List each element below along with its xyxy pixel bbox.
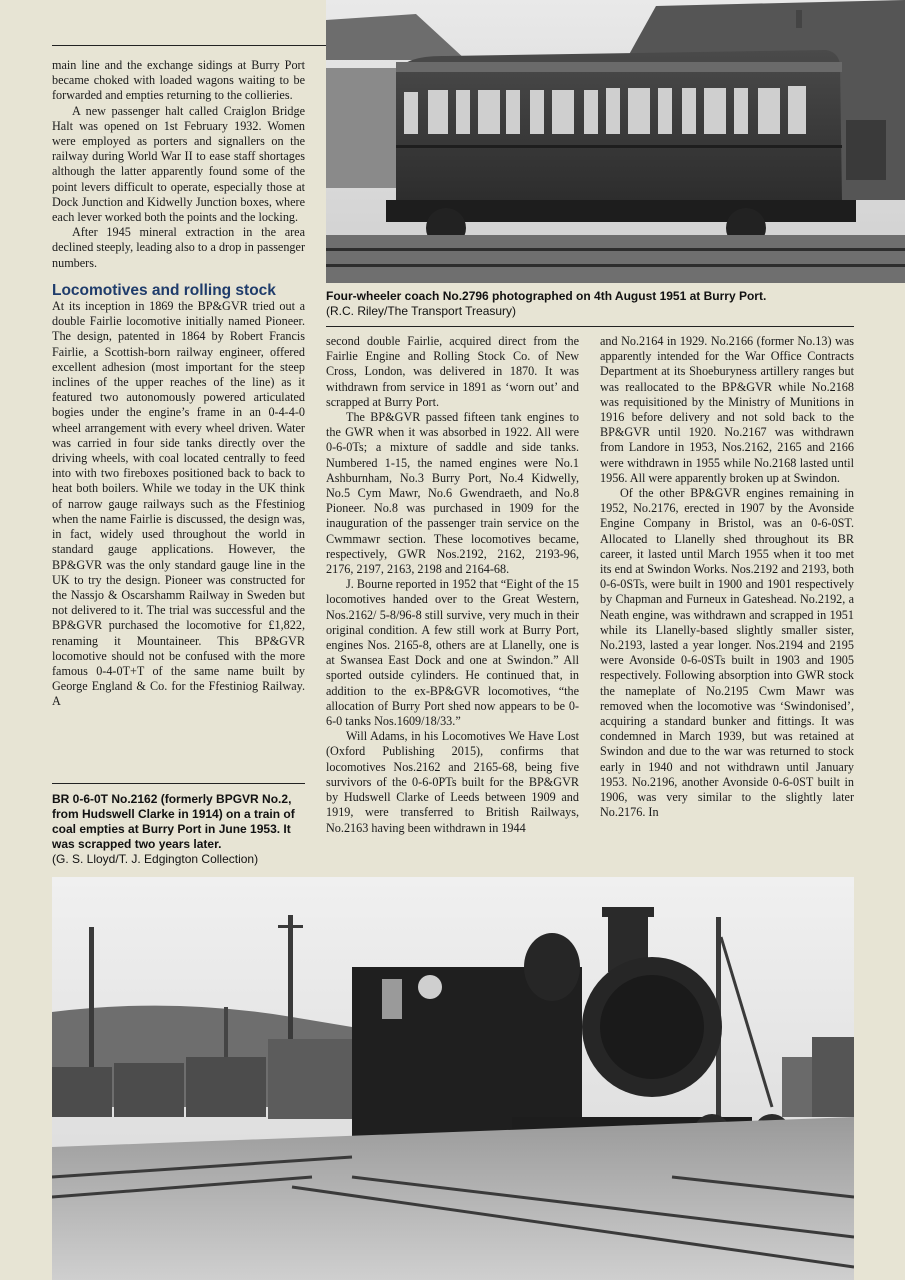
paragraph: A new passenger halt called Craiglon Bridge Halt was opened on 1st February 1932. Women were employed as porters and signallers on the railway during World War II to ease staff shortages although the latter apparently found some of the point levers difficult to operate, especially those at Dock Junction and Kidwelly Junction boxes, where each lever worked both the points and the locking. bbox=[52, 103, 305, 225]
paragraph: J. Bourne reported in 1952 that “Eight of the 15 locomotives handed over to the Great Western, Nos.2162/ 5-8/96-8 still survive, very much in their original condition. A few still work at Burry Port, engines Nos. 2165-8, others are at Llanelly, one is at Swansea East Dock and one at Swindon.” All sported outside cylinders. He continued that, in addition to the ex-BP&GVR locomotives, “the allocation of Burry Port shed now appears to be 0-6-0 tanks Nos.1609/18/33.” bbox=[326, 577, 579, 729]
locomotive-caption bbox=[52, 792, 308, 867]
paragraph: After 1945 mineral extraction in the area declined steeply, leading also to a drop in passenger numbers. bbox=[52, 225, 305, 270]
coach-photo-image bbox=[326, 0, 905, 283]
section-heading: Locomotives and rolling stock bbox=[52, 281, 276, 299]
column-left bbox=[52, 58, 305, 710]
locomotive-photo-image bbox=[52, 877, 854, 1280]
paragraph: At its inception in 1869 the BP&GVR tried out a double Fairlie locomotive initially named Pioneer. The design, patented in 1864 by Robert Francis Fairlie, a Scottish-born railway engineer, offered excellent adhesion (most important for the steep inclines of the upper reaches of the line) as it featured two autonomously powered articulated bogies under the engine’s frame in an 0-4-4-0 wheel arrangement with every wheel driven. Water was carried in four side tanks directly over the driving wheels, with coal located centrally to feed into with two fireboxes positioned back to back to heat both boilers. While we today in the UK think of narrow gauge railways such as the Ffestiniog when the name Fairlie is discussed, the design was, in fact, widely used throughout the world in standard gauge applications. However, the BP&GVR was the only standard gauge line in the UK to try the design. Pioneer was constructed for the Nassjo & Oscarshamm Railway in Sweden but not delivered to it. The trial was successful and the BP&GVR purchased the locomotive for £1,822, renaming it Mountaineer. This BP&GVR locomotive should not be confused with the more famous 0-4-0T+T of the same name built by George England & Co. for the Ffestiniog Railway. A bbox=[52, 299, 305, 709]
coach-photo bbox=[326, 0, 905, 283]
caption-credit: (G. S. Lloyd/T. J. Edgington Collection) bbox=[52, 852, 259, 866]
paragraph: main line and the exchange sidings at Burry Port became choked with loaded wagons waiting to be forwarded and empties returning to the collieries. bbox=[52, 58, 305, 103]
paragraph: and No.2164 in 1929. No.2166 (former No.13) was apparently intended for the War Office Contracts Department at its Shoeburyness artillery ranges but was reallocated to the BP&GVR while No.2168 was requisitioned by the Ministry of Munitions in 1916 before delivery and not sold back to the BP&GVR until 1920. No.2167 was withdrawn from Landore in 1953, Nos.2162, 2165 and 2166 were withdrawn in 1955 while No.2168 lasted until 1956. All were apparently broken up at Swindon. bbox=[600, 334, 854, 485]
column-middle bbox=[326, 334, 579, 836]
caption-title: BR 0-6-0T No.2162 (formerly BPGVR No.2, from Hudswell Clarke in 1914) on a train of coal empties at Burry Port in June 1953. It was scrapped two years later. bbox=[52, 792, 295, 851]
top-rule-left bbox=[52, 45, 326, 46]
rule-below-caption bbox=[326, 326, 854, 327]
rule-above-left-caption bbox=[52, 783, 305, 784]
caption-title: Four-wheeler coach No.2796 photographed on 4th August 1951 at Burry Port. bbox=[326, 289, 767, 303]
column-right bbox=[600, 334, 854, 821]
coach-caption bbox=[326, 289, 854, 319]
paragraph: Will Adams, in his Locomotives We Have Lost (Oxford Publishing 2015), confirms that locomotives Nos.2162 and 2165-68, being five survivors of the 0-6-0PTs built for the BP&GVR by Hudswell Clarke of Leeds between 1909 and 1919, were transferred to British Railways, No.2163 having been withdrawn in 1944 bbox=[326, 729, 579, 835]
caption-credit: (R.C. Riley/The Transport Treasury) bbox=[326, 304, 517, 318]
paragraph: Of the other BP&GVR engines remaining in 1952, No.2176, erected in 1907 by the Avonside Engine Company in Bristol, was an 0-6-0ST. Allocated to Llanelly shed throughout its BR career, it lasted until March 1955 when it too met its end at Swindon Works. Nos.2192 and 2193, both 0-6-0STs, were built in 1900 and 1901 respectively by Chapman and Furneux in Gateshead. No.2192, a Neath engine, was withdrawn and scrapped in 1951 while its Llanelly-based slightly smaller sister, No.2193, lasted a year longer. Nos.2194 and 2195 were Avonside 0-6-0STs built in 1903 and 1905 respectively. Following absorption into GWR stock the nameplate of No.2195 Cwm Mawr was removed when the locomotive was ‘Swindonised’, acquiring a standard bunker and fittings. It was condemned in March 1939, but was retained at Swindon and due to the war was returned to stock early in 1940 and not withdrawn until January 1953. No.2196, another Avonside 0-6-0ST built in 1906, was very similar to the slightly later No.2176. In bbox=[600, 486, 854, 820]
locomotive-photo bbox=[52, 877, 854, 1280]
paragraph: The BP&GVR passed fifteen tank engines to the GWR when it was absorbed in 1922. All were 0-6-0Ts; a mixture of saddle and side tanks. Numbered 1-15, the named engines were No.1 Ashburnham, No.3 Burry Port, No.4 Kidwelly, No.5 Cym Mawr, No.6 Gwendraeth, and No.8 Pioneer. No.8 was purchased in 1909 for the inauguration of the passenger train service on the Cwmmawr section. These locomotives became, respectively, GWR Nos.2192, 2162, 2193-96, 2176, 2197, 2163, 2198 and 2164-68. bbox=[326, 410, 579, 577]
paragraph: second double Fairlie, acquired direct from the Fairlie Engine and Rolling Stock Co. of New Cross, London, was delivered in 1870. It was withdrawn from service in 1891 as ‘worn out’ and scrapped at Burry Port. bbox=[326, 334, 579, 409]
